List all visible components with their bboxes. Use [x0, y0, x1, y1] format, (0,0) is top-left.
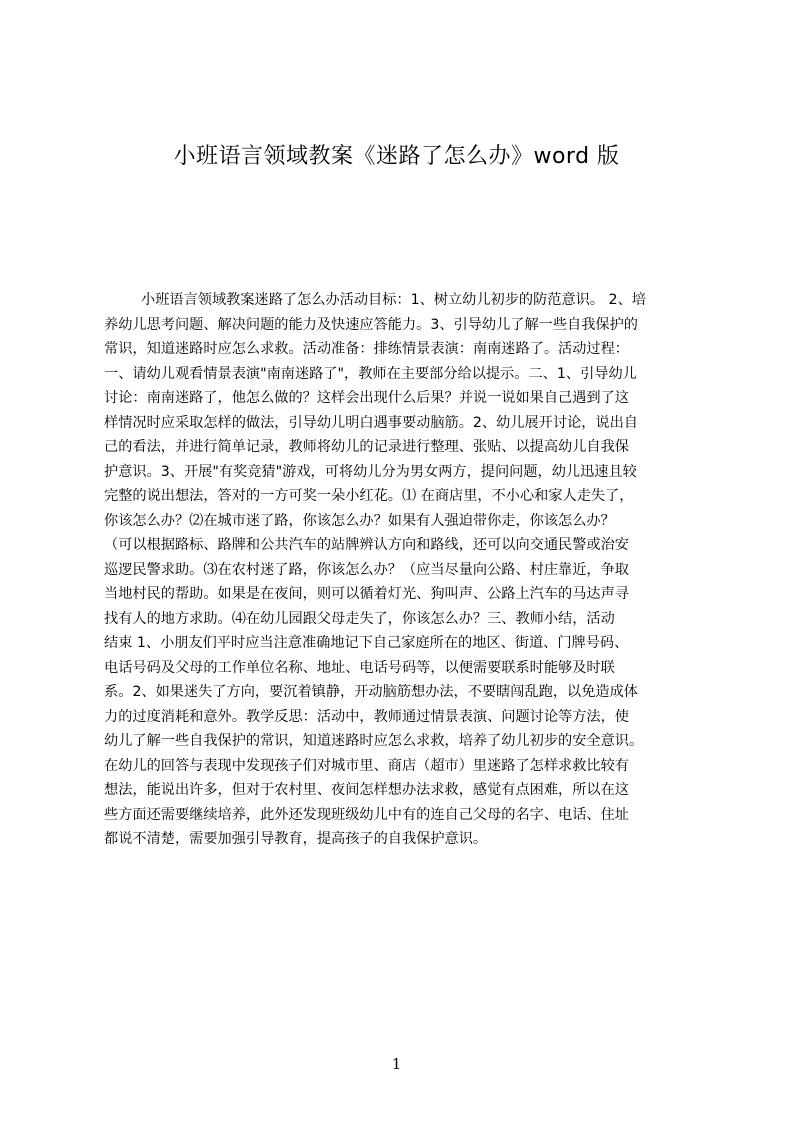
body-line: 些方面还需要继续培养，此外还发现班级幼儿中有的连自己父母的名字、电话、住址 [104, 806, 629, 823]
body-line: 己的看法，并进行简单记录，教师将幼儿的记录进行整理、张贴、以提高幼儿自我保 [104, 439, 629, 455]
body-line: 当地村民的帮助。如果是在夜间，则可以循着灯光、狗叫声、公路上汽车的马达声寻 [104, 586, 629, 602]
body-line: 护意识。3、开展"有奖竞猜"游戏，可将幼儿分为男女两方，提问问题，幼儿迅速且较 [104, 463, 637, 480]
page-number: 1 [391, 1055, 402, 1073]
body-line: 一、请幼儿观看情景表演"南南迷路了"，教师在主要部分给以提示。二、1、引导幼儿 [104, 365, 637, 382]
body-line: 想法，能说出许多，但对于农村里、夜间怎样想办法求救，感觉有点困难，所以在这 [104, 782, 629, 798]
body-line: 在幼儿的回答与表现中发现孩子们对城市里、商店（超市）里迷路了怎样求救比较有 [104, 757, 629, 774]
body-line: 常识，知道迷路时应怎么求救。活动准备：排练情景表演：南南迷路了。活动过程： [104, 341, 629, 357]
body-line: 完整的说出想法，答对的一方可奖一朵小红花。⑴ 在商店里，不小心和家人走失了， [104, 488, 634, 504]
document-body [104, 288, 696, 908]
body-line: 系。2、如果迷失了方向，要沉着镇静，开动脑筋想办法，不要瞎闯乱跑，以免造成体 [104, 684, 638, 700]
body-line: 找有人的地方求助。⑷在幼儿园跟父母走失了，你该怎么办？三、教师小结，活动 [104, 610, 615, 627]
body-line: 幼儿了解一些自我保护的常识，知道迷路时应怎么求救，培养了幼儿初步的安全意识。 [104, 733, 644, 749]
body-line: 电话号码及父母的工作单位名称、地址、电话号码等，以便需要联系时能够及时联 [104, 659, 615, 676]
body-line: 养幼儿思考问题、解决问题的能力及快速应答能力。3、引导幼儿了解一些自我保护的 [104, 316, 638, 333]
body-line: （可以根据路标、路牌和公共汽车的站牌辨认方向和路线，还可以向交通民警或治安 [104, 537, 629, 553]
body-line: 都说不清楚，需要加强引导教育，提高孩子的自我保护意识。 [104, 831, 488, 847]
body-line: 巡逻民警求助。⑶在农村迷了路，你该怎么办？（应当尽量向公路、村庄靠近，争取 [104, 561, 629, 578]
body-line: 力的过度消耗和意外。教学反思：活动中，教师通过情景表演、问题讨论等方法，使 [104, 708, 629, 725]
body-line: 结束 1、小朋友们平时应当注意准确地记下自己家庭所在的地区、街道、门牌号码、 [104, 635, 629, 651]
document-title: 小班语言领域教案《迷路了怎么办》word 版 [173, 144, 620, 169]
body-line: 讨论：南南迷路了，他怎么做的？这样会出现什么后果？并说一说如果自己遇到了这 [104, 390, 629, 406]
body-line: 样情况时应采取怎样的做法，引导幼儿明白遇事要动脑筋。2、幼儿展开讨论，说出自 [104, 414, 638, 431]
body-line: 你该怎么办？⑵在城市迷了路，你该怎么办？如果有人强迫带你走，你该怎么办？ [104, 512, 615, 529]
body-line: 小班语言领域教案迷路了怎么办活动目标：1、树立幼儿初步的防范意识。 2、培 [141, 292, 646, 308]
